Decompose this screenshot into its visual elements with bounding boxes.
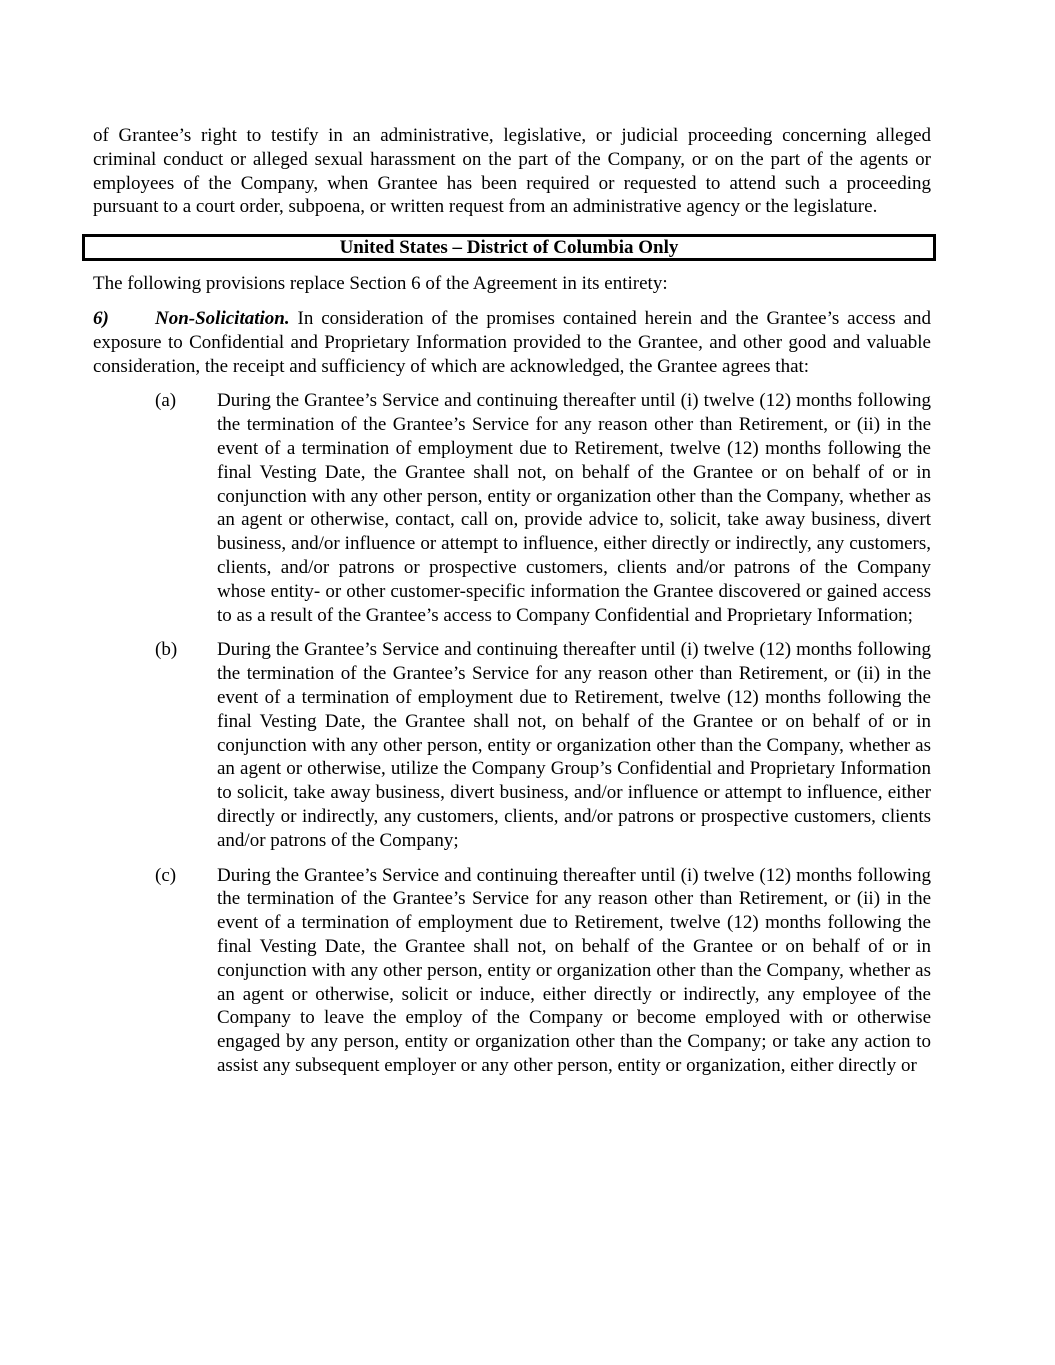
document-page bbox=[93, 124, 931, 1089]
list-item-label: (a) bbox=[155, 390, 177, 412]
intro-paragraph: of Grantee’s right to testify in an administrative, legislative, or judicial proceeding concerning alleged criminal conduct or alleged sexual harassment on the part of the Company, or on the part of the agents or employees of the Company, when Grantee has been required or requested to attend such a proceeding pursuant to a court order, subpoena, or written request from an administrative agency or the legislature. bbox=[93, 125, 931, 218]
section-banner: United States – District of Columbia Only bbox=[82, 234, 936, 261]
list-item-label: (c) bbox=[155, 864, 177, 886]
list-item-label: (b) bbox=[155, 639, 178, 661]
list-item-a bbox=[93, 389, 931, 627]
list-item-text: During the Grantee’s Service and continuing thereafter until (i) twelve (12) months following the termination of the Grantee’s Service for any reason other than Retirement, or (ii) in the event of a termination of employment due to Retirement, twelve (12) months following the final Vesting Date, the Grantee shall not, on behalf of the Grantee or on behalf of or in conjunction with any other person, entity or organization other than the Company, whether as an agent or otherwise, utilize the Company Group’s Confidential and Proprietary Information to solicit, take away business, divert business, and/or influence or attempt to influence, either directly or indirectly, any customers, clients, and/or patrons or prospective customers, clients and/or patrons of the Company; bbox=[217, 639, 931, 851]
list-item-text: During the Grantee’s Service and continuing thereafter until (i) twelve (12) months following the termination of the Grantee’s Service for any reason other than Retirement, or (ii) in the event of a termination of employment due to Retirement, twelve (12) months following the final Vesting Date, the Grantee shall not, on behalf of the Grantee or on behalf of or in conjunction with any other person, entity or organization other than the Company, whether as an agent or otherwise, contact, call on, provide advice to, solicit, take away business, divert business, and/or influence or attempt to influence, either directly or indirectly, any customers, clients, and/or patrons or prospective customers, clients and/or patrons of the Company whose entity- or other customer-specific information the Grantee discovered or gained access to as a result of the Grantee’s access to Company Confidential and Proprietary Information; bbox=[217, 390, 931, 626]
list-item-c bbox=[93, 864, 931, 1078]
section-title: Non-Solicitation. bbox=[155, 307, 290, 329]
section-number: 6) bbox=[93, 307, 109, 329]
section-6-paragraph bbox=[93, 307, 931, 378]
list-item-text: During the Grantee’s Service and continuing thereafter until (i) twelve (12) months following the termination of the Grantee’s Service for any reason other than Retirement, or (ii) in the event of a termination of employment due to Retirement, twelve (12) months following the final Vesting Date, the Grantee shall not, on behalf of the Grantee or on behalf of or in conjunction with any other person, entity or organization other than the Company, whether as an agent or otherwise, solicit or induce, either directly or indirectly, any employee of the Company to leave the employ of the Company or become employed with or otherwise engaged by any person, entity or organization other than the Company; or take any action to assist any subsequent employer or any other person, entity or organization, either directly or bbox=[217, 864, 931, 1076]
list-item-b bbox=[93, 638, 931, 852]
section-body: In consideration of the promises contained herein and the Grantee’s access and exposure to Confidential and Proprietary Information provided to the Grantee, and other good and valuable consideration, the receipt and sufficiency of which are acknowledged, the Grantee agrees that: bbox=[93, 307, 931, 377]
replacement-note: The following provisions replace Section 6 of the Agreement in its entirety: bbox=[93, 273, 668, 295]
